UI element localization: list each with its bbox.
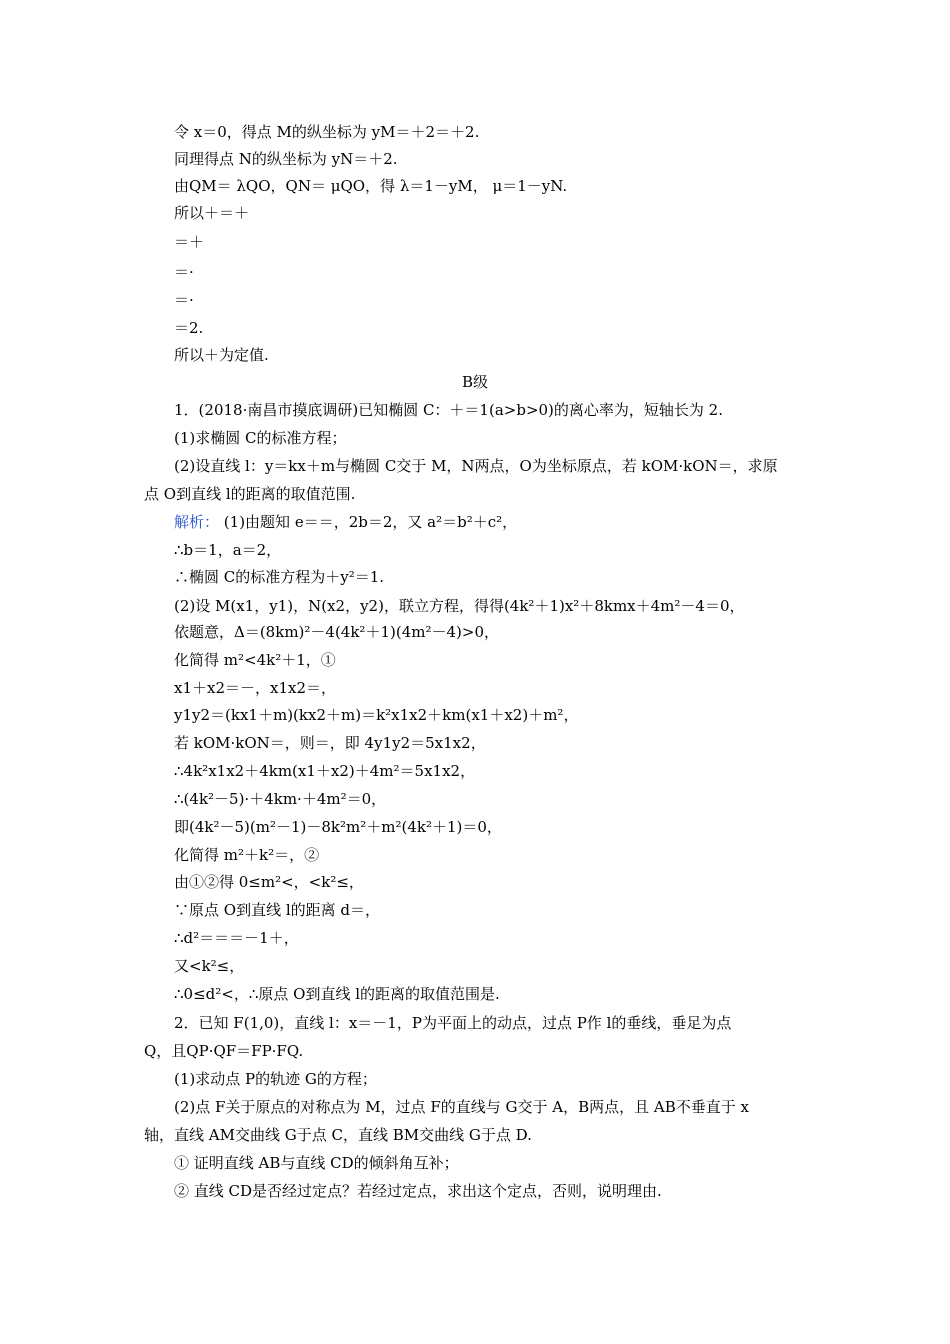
solution-line: 又<k²≤， — [174, 957, 245, 975]
text-line: 令 x＝0，得点 M的纵坐标为 yM＝＋2＝＋2. — [174, 123, 480, 141]
problem-2-part-1: (1)求动点 P的轨迹 G的方程； — [174, 1070, 377, 1088]
problem-2-part-2: (2)点 F关于原点的对称点为 M，过点 F的直线与 G交于 A，B两点，且 AB不垂直于 x — [174, 1098, 749, 1116]
solution-line: ∵原点 O到直线 l的距离 d＝， — [174, 901, 381, 919]
problem-2-sub-2: ② 直线 CD是否经过定点？若经过定点，求出这个定点，否则，说明理由. — [174, 1182, 662, 1200]
solution-line: 由①②得 0≤m²<，<k²≤， — [174, 873, 364, 891]
problem-2-stem-cont: Q，且QP·QF＝FP·FQ. — [144, 1042, 304, 1060]
solution-line: ∴b＝1，a＝2， — [174, 541, 282, 559]
problem-1-stem: 1．(2018·南昌市摸底调研)已知椭圆 C：＋＝1(a>b>0)的离心率为，短轴长为 2. — [174, 401, 723, 419]
problem-2-sub-1: ① 证明直线 AB与直线 CD的倾斜角互补； — [174, 1154, 459, 1172]
text-line: 所以＋为定值. — [174, 346, 269, 364]
solution-line: ∴d²＝＝＝－1＋， — [174, 929, 299, 947]
solution-line: (2)设 M(x1，y1)，N(x2，y2)，联立方程，得得(4k²＋1)x²＋8kmx＋4m²－4＝0， — [174, 597, 745, 615]
text-line: ＝＋ — [174, 233, 205, 251]
solution-line: 化简得 m²<4k²＋1，① — [174, 651, 336, 669]
solution-line: 即(4k²－5)(m²－1)－8k²m²＋m²(4k²＋1)＝0， — [174, 818, 502, 836]
text-line: 同理得点 N的纵坐标为 yN＝＋2. — [174, 150, 398, 168]
solution-text: (1)由题知 e＝＝，2b＝2，又 a²＝b²＋c²， — [223, 513, 518, 531]
problem-2-stem: 2．已知 F(1,0)，直线 l：x＝－1，P为平面上的动点，过点 P作 l的垂线，垂足为点 — [174, 1014, 732, 1032]
solution-line: x1＋x2＝－，x1x2＝， — [174, 679, 337, 697]
solution-line: ∴(4k²－5)·＋4km·＋4m²＝0， — [174, 790, 387, 808]
solution-line: 化简得 m²＋k²＝，② — [174, 846, 320, 864]
text-line: 所以＋＝＋ — [174, 204, 250, 222]
problem-1-part-2-cont: 点 O到直线 l的距离的取值范围. — [144, 485, 356, 503]
solution-label: 解析： — [174, 513, 220, 531]
solution-line: ∴椭圆 C的标准方程为＋y²＝1. — [174, 568, 385, 586]
text-line: ＝· — [174, 263, 194, 281]
text-line: ＝· — [174, 291, 194, 309]
solution-line: ∴4k²x1x2＋4km(x1＋x2)＋4m²＝5x1x2， — [174, 762, 476, 780]
solution-line: 依题意，Δ＝(8km)²－4(4k²＋1)(4m²－4)>0， — [174, 623, 499, 641]
solution-line — [174, 512, 517, 532]
problem-1-part-1: (1)求椭圆 C的标准方程； — [174, 429, 347, 447]
problem-1-part-2: (2)设直线 l：y＝kx＋m与椭圆 C交于 M，N两点，O为坐标原点，若 kOM·kON＝，求原 — [174, 457, 778, 475]
solution-line: 若 kOM·kON＝，则＝，即 4y1y2＝5x1x2， — [174, 734, 486, 752]
problem-2-part-2-cont: 轴，直线 AM交曲线 G于点 C，直线 BM交曲线 G于点 D. — [144, 1126, 532, 1144]
text-line: 由QM＝ λQO，QN＝ μQO，得 λ＝1－yM， μ＝1－yN. — [174, 177, 568, 195]
solution-line: ∴0≤d²<，∴原点 O到直线 l的距离的取值范围是. — [174, 985, 500, 1003]
section-heading: B级 — [461, 373, 489, 391]
text-line: ＝2. — [174, 319, 204, 337]
solution-line: y1y2＝(kx1＋m)(kx2＋m)＝k²x1x2＋km(x1＋x2)＋m²， — [174, 706, 579, 724]
